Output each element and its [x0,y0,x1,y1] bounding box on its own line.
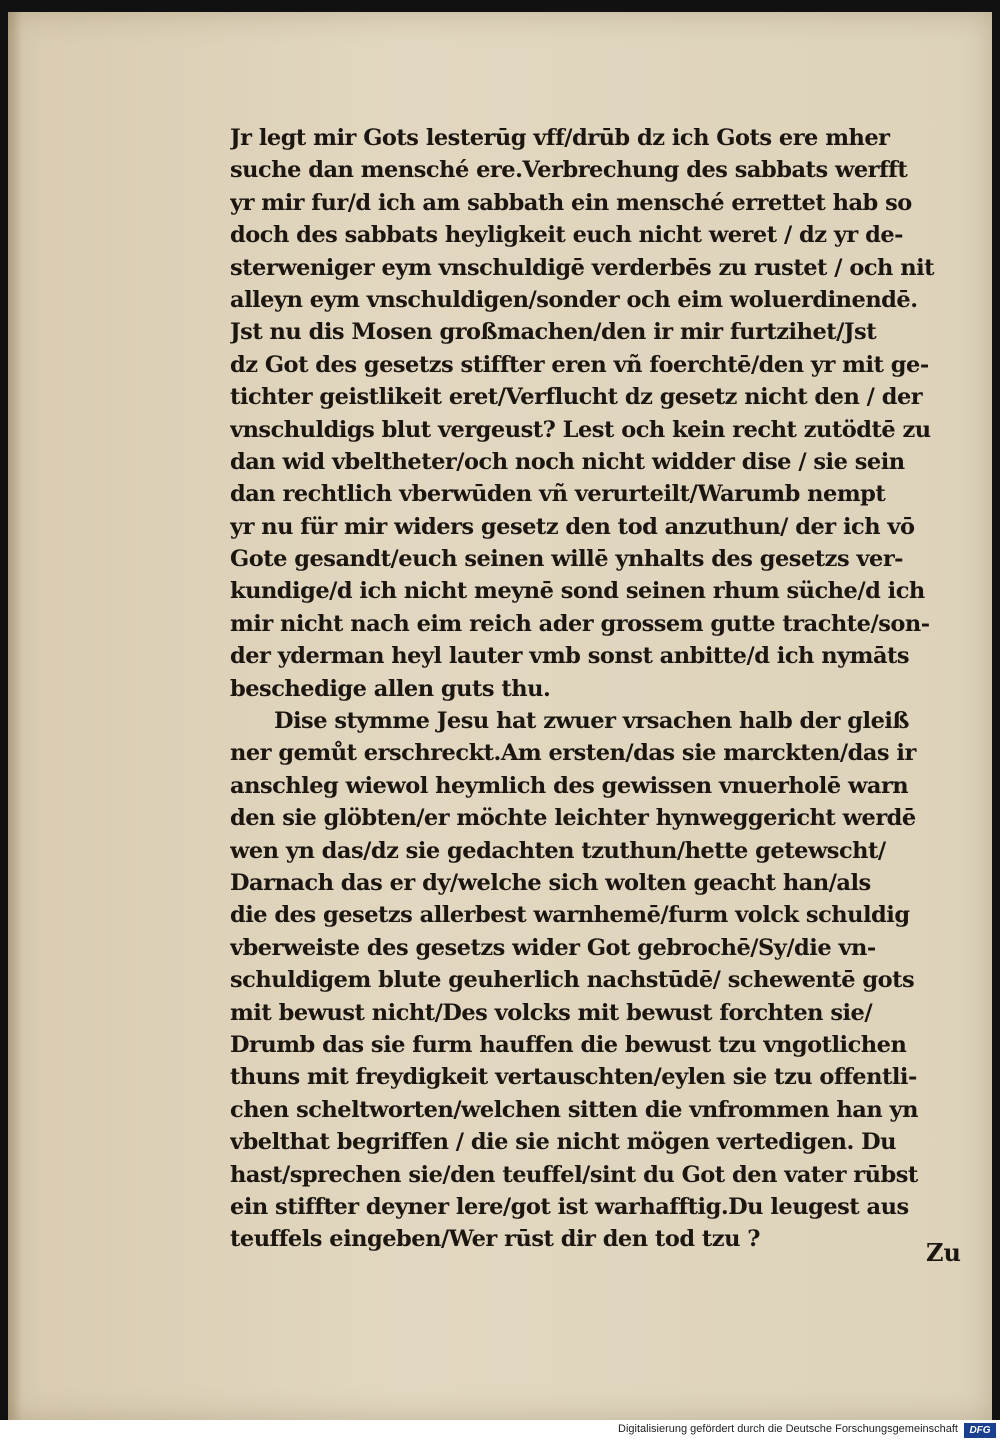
text-line: den sie glöbten/er möchte leichter hynweggericht werdē [230,805,916,832]
text-line: thuns mit freydigkeit vertauschten/eylen sie tzu offentli- [230,1064,917,1091]
text-line: ein stiffter deyner lere/got ist warhafftig.Du leugest aus [230,1193,909,1220]
book-page [8,12,992,1420]
text-line: ner gemůt erschreckt.Am ersten/das sie marckten/das ir [230,740,916,767]
text-line: yr mir fur/d ich am sabbath ein mensché errettet hab so [230,189,912,216]
text-line: vnschuldigs blut vergeust? Lest och kein recht zutödtē zu [230,416,931,443]
text-line: schuldigem blute geuherlich nachstūdē/ schewentē gots [230,967,915,994]
text-line: Jr legt mir Gots lesterūg vff/drūb dz ich Gots ere mher [230,125,890,151]
text-line: sterweniger eym vnschuldigē verderbēs zu rustet / och nit [230,254,935,281]
text-line: mit bewust nicht/Des volcks mit bewust forchten sie/ [230,999,873,1026]
dfg-logo-icon: DFG [964,1423,996,1438]
text-line: teuffels eingeben/Wer rūst dir den tod tzu ? [230,1226,760,1253]
text-line: Gote gesandt/euch seinen willē ynhalts des gesetzs ver- [230,546,904,573]
text-line: vberweiste des gesetzs wider Got gebrochē/Sy/die vn- [230,934,876,961]
text-line: alleyn eym vnschuldigen/sonder och eim woluerdinendē. [230,286,918,313]
text-line: Dise stymme Jesu hat zwuer vrsachen halb der gleiß [274,708,910,735]
page-text-block [230,122,970,1256]
text-line: dan rechtlich vberwūden vñ verurteilt/Warumb nempt [230,481,886,508]
text-line: Drumb das sie furm hauffen die bewust tzu vngotlichen [230,1031,907,1058]
text-line: dan wid vbeltheter/och noch nicht widder dise / sie sein [230,448,905,475]
footer-credit: Digitalisierung gefördert durch die Deutsche Forschungsgemeinschaft [618,1423,958,1435]
text-line: der yderman heyl lauter vmb sonst anbitte/d ich nymāts [230,643,910,670]
text-line: mir nicht nach eim reich ader grossem gutte trachte/son- [230,610,930,637]
text-line: anschleg wiewol heymlich des gewissen vnuerholē warn [230,772,909,799]
text-line: tichter geistlikeit eret/Verflucht dz gesetz nicht den / der [230,384,923,411]
text-line: die des gesetzs allerbest warnhemē/furm volck schuldig [230,902,910,929]
text-line: wen yn das/dz sie gedachten tzuthun/hette getewscht/ [230,837,886,864]
text-line: hast/sprechen sie/den teuffel/sint du Got den vater rūbst [230,1161,918,1188]
catchword: Zu [926,1238,961,1267]
text-line: yr nu für mir widers gesetz den tod anzuthun/ der ich vō [230,513,915,540]
footer-bar [0,1420,1000,1441]
text-line: suche dan mensché ere.Verbrechung des sabbats werfft [230,157,908,184]
text-line: vbelthat begriffen / die sie nicht mögen vertedigen. Du [230,1129,897,1156]
text-line: chen scheltworten/welchen sitten die vnfrommen han yn [230,1096,918,1123]
text-line: Jst nu dis Mosen großmachen/den ir mir furtzihet/Jst [230,319,877,346]
text-line: kundige/d ich nicht meynē sond seinen rhum süche/d ich [230,578,925,605]
text-line: dz Got des gesetzs stiffter eren vñ foerchtē/den yr mit ge- [230,351,929,378]
text-line: Darnach das er dy/welche sich wolten geacht han/als [230,869,871,896]
text-line: beschedige allen guts thu. [230,675,551,702]
text-line: doch des sabbats heyligkeit euch nicht weret / dz yr de- [230,222,903,249]
